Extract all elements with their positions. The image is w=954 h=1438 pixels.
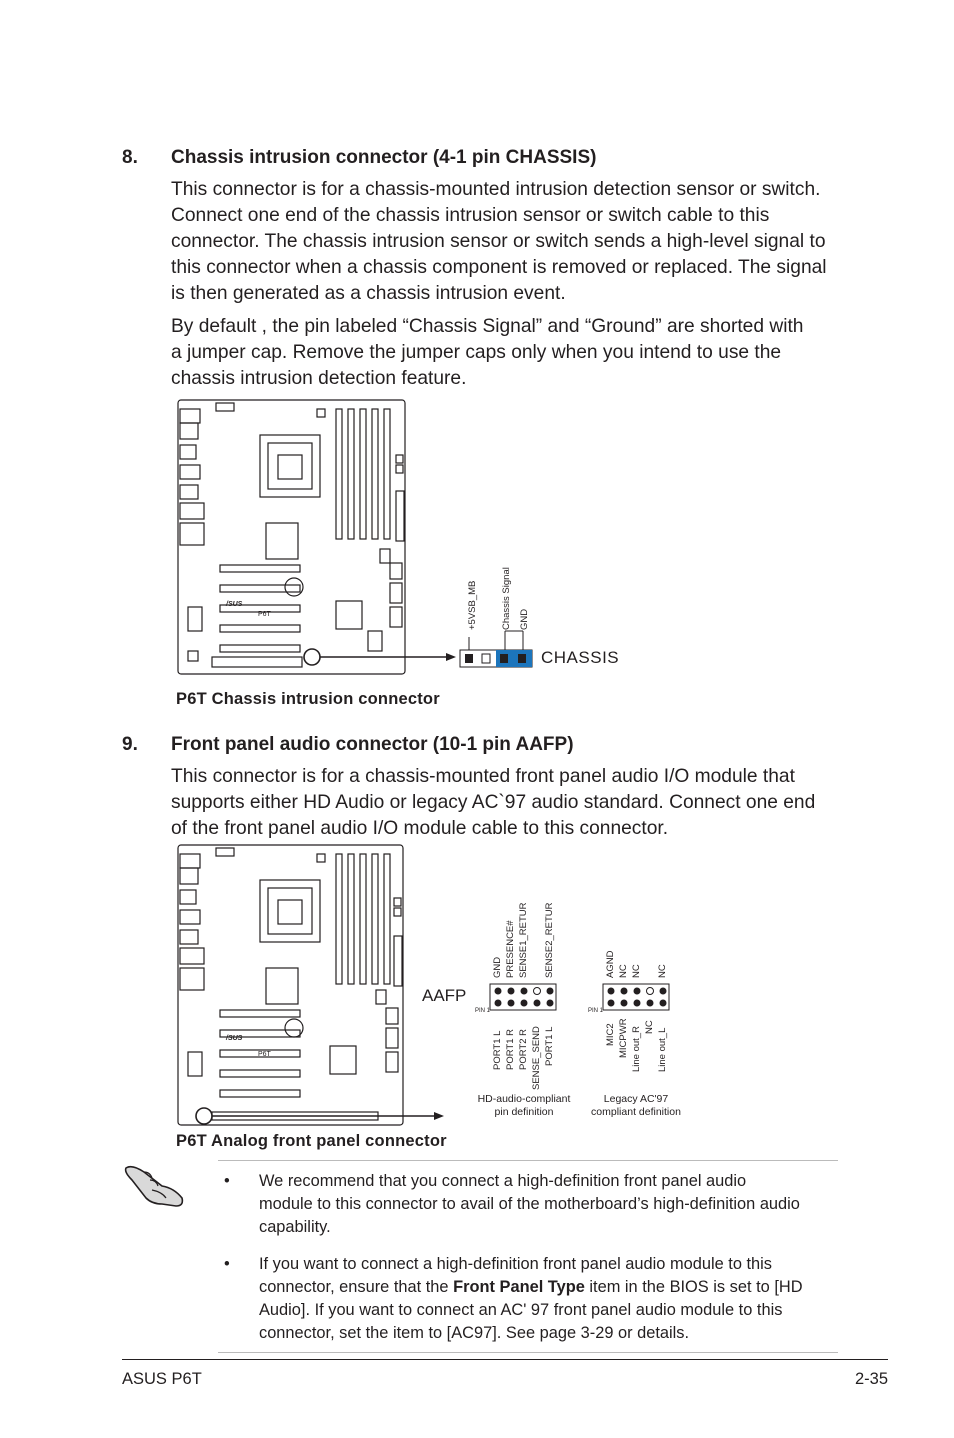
pointing-hand-icon	[122, 1158, 188, 1210]
hd-bottom-label: PORT1 R	[505, 1028, 516, 1070]
note-text: item in the BIOS is set to [HD	[584, 1278, 803, 1296]
ac97-bottom-label: NC	[644, 1020, 655, 1034]
ac97-bottom-label: Line out_L	[657, 1027, 668, 1072]
board-model: P6T	[258, 1051, 271, 1058]
hd-audio-header	[490, 984, 556, 1010]
footer-rule	[122, 1359, 888, 1360]
board-brand: /SUS	[226, 601, 243, 608]
paragraph-line: this connector when a chassis component is removed or replaced. The signal	[171, 257, 827, 278]
paragraph-line: chassis intrusion detection feature.	[171, 368, 467, 389]
paragraph-line: a jumper cap. Remove the jumper caps only when you intend to use the	[171, 342, 782, 363]
note-line: module to this connector to avail of the motherboard’s high-definition audio	[259, 1195, 800, 1213]
chassis-connector-label: CHASSIS	[541, 648, 620, 667]
hd-pin1-label: PIN 1	[475, 1008, 491, 1014]
note-line: connector, set the item to [AC97]. See page 3-29 or details.	[259, 1324, 690, 1342]
paragraph-line: This connector is for a chassis-mounted intrusion detection sensor or switch.	[171, 179, 821, 200]
note-2-text	[259, 1253, 803, 1345]
ac97-top-label: NC	[657, 964, 668, 978]
caption-line: HD-audio-compliant	[477, 1093, 571, 1105]
note-top-divider	[218, 1160, 838, 1161]
hd-bottom-label: PORT1 L	[544, 1026, 555, 1066]
ac97-caption	[580, 1093, 692, 1119]
ac97-top-label: NC	[631, 964, 642, 978]
ac97-top-label: AGND	[605, 950, 616, 978]
hd-top-label: PRESENCE#	[505, 920, 516, 978]
chassis-diagram	[160, 395, 680, 685]
hd-bottom-label: PORT2 R	[518, 1028, 529, 1070]
section-8-title: Chassis intrusion connector (4-1 pin CHASSIS)	[171, 147, 597, 168]
paragraph-line: supports either HD Audio or legacy AC`97 audio standard. Connect one end	[171, 792, 816, 813]
note-bottom-divider	[218, 1352, 838, 1353]
section-9-paragraph-1	[171, 764, 815, 842]
motherboard-outline	[178, 400, 405, 674]
chassis-connector	[460, 650, 532, 667]
note-line: capability.	[259, 1218, 331, 1236]
paragraph-line: By default , the pin labeled “Chassis Signal” and “Ground” are shorted with	[171, 316, 804, 337]
ac97-top-label: NC	[618, 964, 629, 978]
pin-label-chassis-signal: Chassis Signal	[501, 567, 512, 630]
caption-line: pin definition	[494, 1106, 554, 1118]
ac97-pin1-label: PIN 1	[588, 1008, 604, 1014]
ac97-bottom-label: MIC2	[605, 1023, 616, 1046]
pin-label-gnd: GND	[519, 608, 530, 630]
aafp-diagram	[160, 840, 460, 1130]
note-line: If you want to connect a high-definition front panel audio module to this	[259, 1255, 772, 1273]
paragraph-line: connector. The chassis intrusion sensor or switch sends a high-level signal to	[171, 231, 826, 252]
note-1-bullet: •	[224, 1172, 230, 1190]
section-9-number: 9.	[122, 734, 138, 755]
hd-caption	[462, 1093, 586, 1119]
aafp-pin-headers	[470, 978, 680, 1018]
ac97-header	[603, 984, 669, 1010]
note-line: Audio]. If you want to connect an AC' 97 front panel audio module to this	[259, 1301, 783, 1319]
board-brand: /SUS	[226, 1035, 243, 1042]
note-text: connector, ensure that the	[259, 1278, 454, 1296]
ac97-bottom-label: Line out_R	[631, 1026, 642, 1072]
paragraph-line: Connect one end of the chassis intrusion sensor or switch cable to this	[171, 205, 770, 226]
ac97-bottom-label: MICPWR	[618, 1018, 629, 1058]
pin-label-5vsb: +5VSB_MB	[467, 580, 478, 630]
aafp-diagram-caption: P6T Analog front panel connector	[176, 1132, 447, 1150]
paragraph-line: This connector is for a chassis-mounted front panel audio I/O module that	[171, 766, 795, 787]
caption-line: compliant definition	[591, 1106, 681, 1118]
caption-line: Legacy AC'97	[603, 1093, 669, 1105]
section-8-paragraph-2	[171, 314, 803, 392]
hd-top-label: GND	[492, 956, 503, 978]
hd-top-label: SENSE2_RETUR	[544, 902, 555, 978]
note-2-bullet: •	[224, 1255, 230, 1273]
section-8-paragraph-1	[171, 177, 827, 307]
aafp-connector-label: AAFP	[422, 986, 467, 1005]
note-1-text	[259, 1170, 800, 1239]
board-model: P6T	[258, 611, 271, 618]
hd-top-label: SENSE1_RETUR	[518, 902, 529, 978]
paragraph-line: is then generated as a chassis intrusion event.	[171, 283, 566, 304]
paragraph-line: of the front panel audio I/O module cable to this connector.	[171, 818, 669, 839]
note-line	[259, 1276, 803, 1299]
footer-product: ASUS P6T	[122, 1370, 202, 1388]
motherboard-outline	[178, 845, 403, 1125]
section-8-number: 8.	[122, 147, 138, 168]
bios-item-name: Front Panel Type	[453, 1278, 585, 1296]
hd-bottom-label: SENSE_SEND	[531, 1026, 542, 1090]
hd-bottom-label: PORT1 L	[492, 1030, 503, 1070]
note-line: We recommend that you connect a high-definition front panel audio	[259, 1172, 747, 1190]
chassis-diagram-caption: P6T Chassis intrusion connector	[176, 690, 440, 708]
page-number: 2-35	[854, 1370, 888, 1388]
section-9-title: Front panel audio connector (10-1 pin AAFP)	[171, 734, 574, 755]
